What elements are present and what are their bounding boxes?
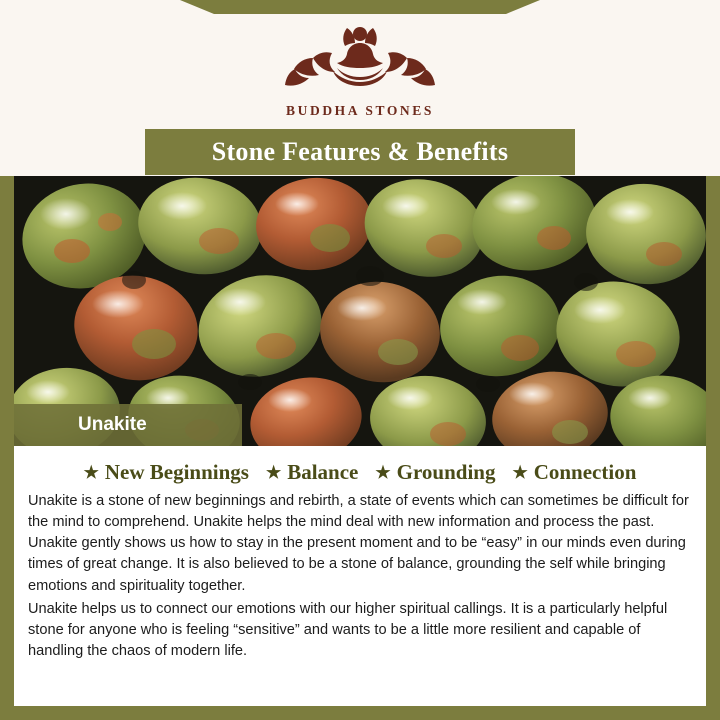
- page-title: [145, 129, 575, 175]
- keyword-label: New Beginnings: [104, 460, 249, 484]
- star-icon: ★: [512, 463, 528, 482]
- stone-name: Unakite: [78, 414, 147, 435]
- description-paragraph: Unakite helps us to connect our emotions with our higher spiritual callings. It is a particularly helpful stone for anyone who is feeling “sensitive” and wants to be a little more resilient and capable of handling the chaos of modern life.: [28, 600, 668, 660]
- keyword-label: Balance: [287, 460, 359, 484]
- star-icon: ★: [265, 463, 282, 482]
- stone-name-tag: [14, 404, 242, 446]
- keyword-item: [375, 460, 495, 485]
- description-card: [14, 446, 706, 706]
- keyword-list: [14, 446, 706, 487]
- keyword-item: [512, 460, 636, 485]
- keyword-label: Connection: [533, 460, 637, 484]
- star-icon: ★: [83, 463, 99, 482]
- lotus-meditation-icon: [0, 22, 720, 99]
- description-text: [14, 487, 706, 662]
- keyword-label: Grounding: [396, 460, 496, 484]
- description-paragraph: Unakite is a stone of new beginnings and rebirth, a state of events which can sometimes be difficult for the mind to comprehend. Unakite helps the mind deal with new information and process the past. Unakite gently shows us how to stay in the present moment and to be “easy” in our minds even during times of great change. It is also believed to be a stone of balance, grounding the self while bringing emotions and spirituality together.: [28, 493, 689, 594]
- page-title-text: Stone Features & Benefits: [211, 137, 509, 166]
- keyword-item: [84, 460, 249, 485]
- brand-name: BUDDHA STONES: [286, 103, 434, 118]
- star-icon: ★: [375, 463, 391, 482]
- brand-logo: [0, 22, 720, 119]
- keyword-item: [266, 460, 358, 485]
